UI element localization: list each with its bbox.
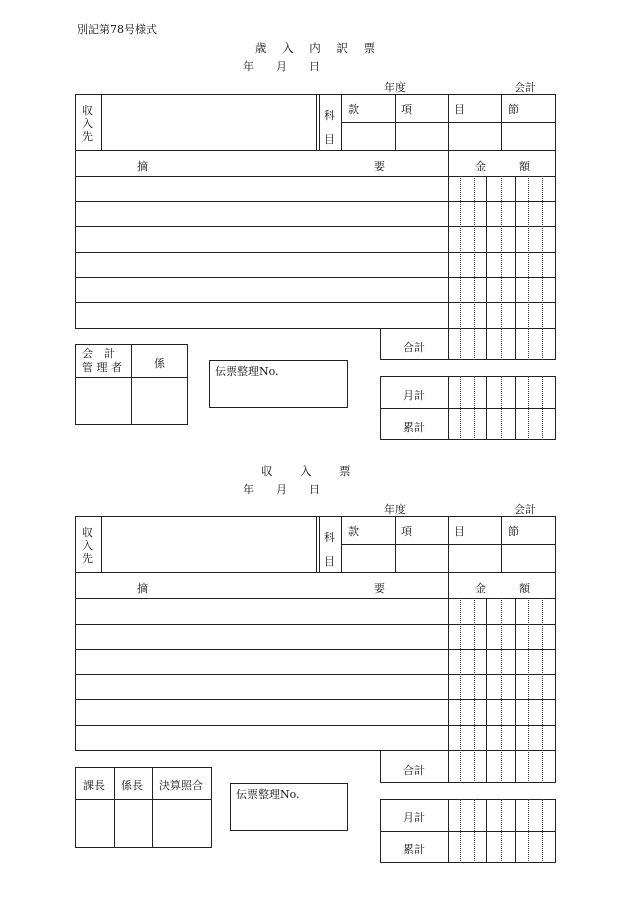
form-1-title: 歳 入 内 訳 票 bbox=[255, 41, 382, 55]
form-2-voucher-label: 伝票整理No. bbox=[236, 788, 300, 801]
form-2-approval-settlement: 決算照合 bbox=[159, 779, 203, 792]
form-1-summary-header-label: 摘 bbox=[137, 160, 148, 173]
form-2-setsu: 節 bbox=[508, 525, 519, 538]
form-2-amount-header-label: 金 bbox=[475, 582, 486, 595]
form-1-monthly-label: 月計 bbox=[403, 389, 425, 402]
form-2-kou: 項 bbox=[401, 525, 412, 538]
form-2-summary-header-label: 摘 bbox=[137, 582, 148, 595]
form-1-voucher-label: 伝票整理No. bbox=[215, 365, 279, 378]
form-1-date: 年 月 日 bbox=[243, 60, 320, 73]
form-1-subject-label: 科 目 bbox=[324, 109, 335, 146]
form-1-amount-header-label: 金 bbox=[475, 160, 486, 173]
form-2-date: 年 月 日 bbox=[243, 483, 320, 496]
form-2-total-label: 合計 bbox=[403, 764, 425, 777]
form-1-setsu: 節 bbox=[508, 103, 519, 116]
form-2-cumulative-label: 累計 bbox=[403, 843, 425, 856]
form-2-title: 収 入 票 bbox=[261, 464, 359, 478]
form-2-source-label: 収 入 先 bbox=[82, 526, 93, 565]
form-2-kan: 款 bbox=[348, 525, 359, 538]
form-1-total-label: 合計 bbox=[403, 341, 425, 354]
form-1-account: 会計 bbox=[514, 81, 536, 94]
form-1-source-label: 収 入 先 bbox=[82, 104, 93, 143]
form-1-moku: 目 bbox=[454, 103, 465, 116]
form-1-fiscal-year: 年度 bbox=[384, 81, 406, 94]
form-1-approval-manager: 会 計 管 理 者 bbox=[82, 347, 122, 374]
form-reference: 別記第78号様式 bbox=[77, 23, 157, 36]
form-2-account: 会計 bbox=[514, 503, 536, 516]
form-1-approval-staff: 係 bbox=[154, 357, 165, 370]
form-1-kou: 項 bbox=[401, 103, 412, 116]
form-2-monthly-label: 月計 bbox=[403, 811, 425, 824]
form-1-kan: 款 bbox=[348, 103, 359, 116]
form-1-cumulative-label: 累計 bbox=[403, 421, 425, 434]
form-2-approval-section-chief: 係長 bbox=[121, 779, 143, 792]
form-2-fiscal-year: 年度 bbox=[384, 503, 406, 516]
form-2-approval-chief: 課長 bbox=[83, 779, 105, 792]
form-2-moku: 目 bbox=[454, 525, 465, 538]
form-2-subject-label: 科 目 bbox=[324, 531, 335, 568]
